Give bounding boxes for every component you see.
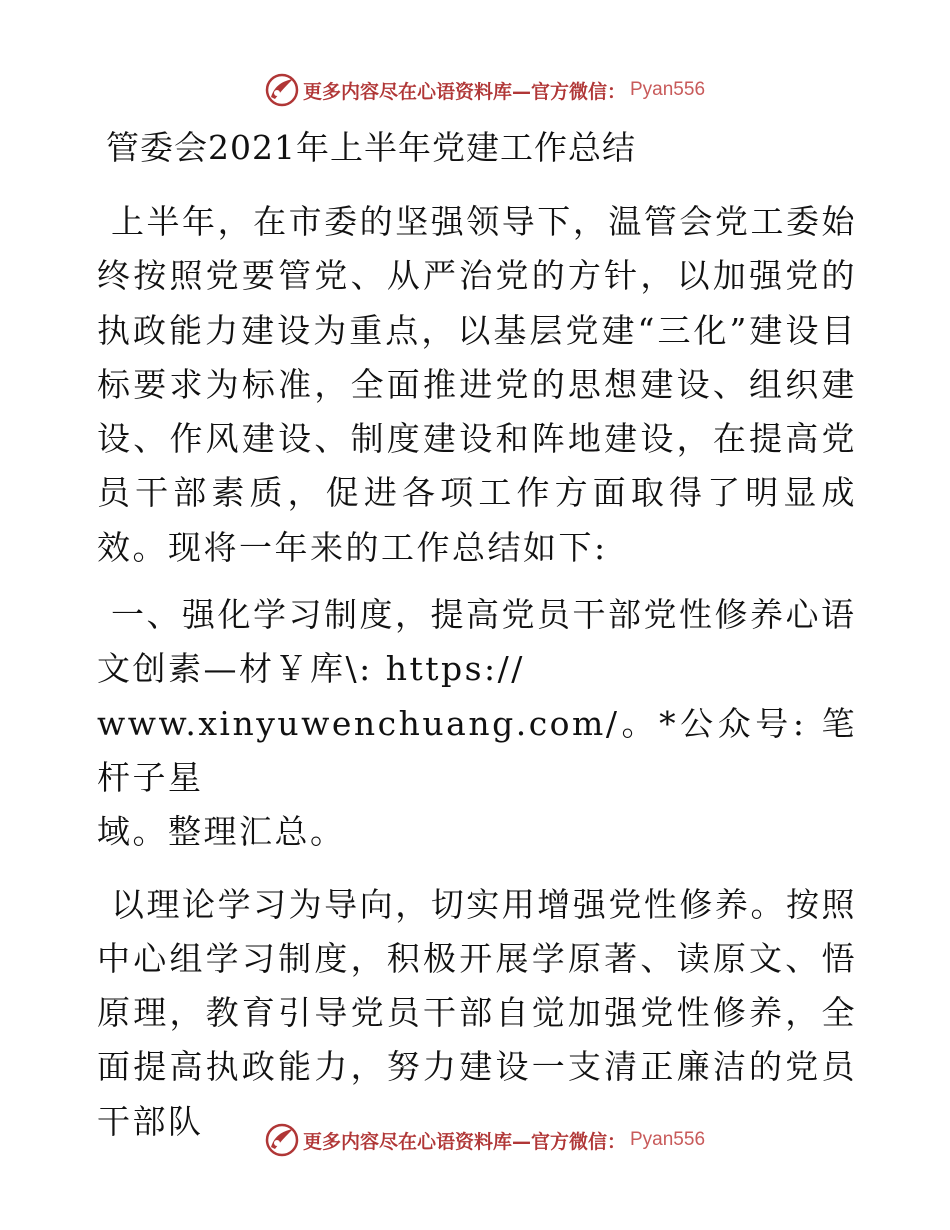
paragraph-study: 以理论学习为导向，切实用增强党性修养。按照中心组学习制度，积极开展学原著、读原文、悟原理，教育引导党员干部自觉加强党性修养，全面提高执政能力，努力建设一支清正廉洁的党员干部队 — [97, 884, 857, 1141]
header-banner-content — [265, 73, 705, 107]
paragraph-spacer — [97, 575, 857, 588]
section-heading-line-4: 域。整理汇总。 — [97, 812, 346, 852]
section-heading-line-3: www.xinyuwenchuang.com/。*公众号: 笔杆子星 — [97, 703, 857, 797]
header-banner — [0, 70, 950, 110]
paragraph-spacer — [97, 860, 857, 878]
banner-wechat-id: Pyan556 — [630, 79, 706, 100]
banner-text: 更多内容尽在心语资料库—官方微信： — [302, 1130, 626, 1153]
section-heading-line-2: 文创素—材￥库\: https:// — [97, 649, 525, 689]
document-title: 管委会2021年上半年党建工作总结 — [106, 128, 636, 167]
document-body — [97, 195, 857, 1149]
banner-wechat-id: Pyan556 — [630, 1129, 706, 1150]
section-heading-line-1: 一、强化学习制度，提高党员干部党性修养心语 — [111, 595, 857, 635]
banner-text: 更多内容尽在心语资料库—官方微信： — [302, 80, 626, 103]
brush-logo-icon — [265, 73, 299, 107]
footer-banner — [0, 1120, 950, 1160]
footer-banner-content — [265, 1123, 705, 1157]
paragraph-intro: 上半年，在市委的坚强领导下，温管会党工委始终按照党要管党、从严治党的方针，以加强党的执政能力建设为重点，以基层党建“三化”建设目标要求为标准，全面推进党的思想建设、组织建设、作风建设、制度建设和阵地建设，在提高党员干部素质，促进各项工作方面取得了明显成效。现将一年来的工作总结如下: — [97, 202, 857, 567]
brush-logo-icon — [265, 1123, 299, 1157]
